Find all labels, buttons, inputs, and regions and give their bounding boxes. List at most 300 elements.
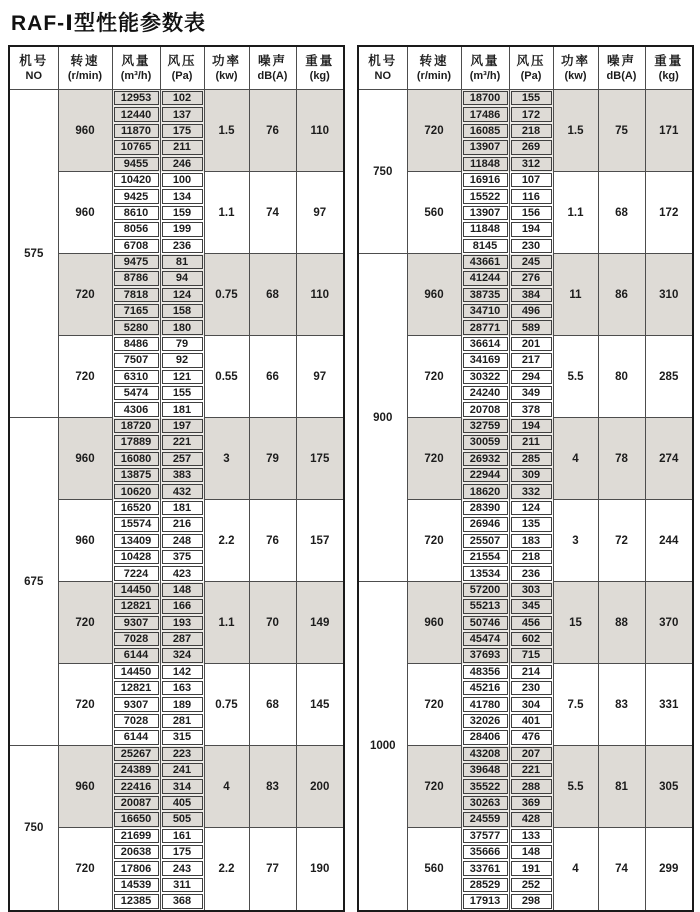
pressure-cell — [160, 139, 204, 155]
header-flow-unit: (m³/h) — [120, 69, 152, 82]
pressure-cell — [509, 696, 553, 712]
pressure-cell — [160, 778, 204, 794]
pressure-value: 124 — [511, 501, 552, 515]
flow-cell — [112, 287, 160, 303]
pressure-value: 589 — [511, 320, 552, 334]
pressure-value: 79 — [162, 337, 203, 351]
flow-cell — [112, 221, 160, 237]
header-weight-label: 重量 — [654, 53, 684, 68]
pressure-value: 236 — [511, 566, 552, 580]
pressure-value: 155 — [162, 386, 203, 400]
pressure-value: 236 — [162, 239, 203, 253]
pressure-value: 166 — [162, 599, 203, 613]
flow-value: 24240 — [463, 386, 508, 400]
flow-cell — [112, 90, 160, 107]
flow-cell — [112, 844, 160, 860]
pressure-cell — [160, 746, 204, 762]
noise-cell: 70 — [249, 582, 296, 664]
table-row — [358, 90, 693, 107]
pressure-cell — [160, 647, 204, 663]
header-pressure — [509, 46, 553, 90]
weight-cell: 110 — [296, 90, 344, 172]
pressure-value: 369 — [511, 796, 552, 810]
flow-cell — [461, 287, 509, 303]
flow-value: 24389 — [114, 763, 159, 777]
speed-cell: 960 — [58, 90, 112, 172]
noise-cell: 66 — [249, 336, 296, 418]
flow-cell — [112, 352, 160, 368]
pressure-cell — [160, 696, 204, 712]
weight-cell: 310 — [645, 254, 693, 336]
table-row — [9, 254, 344, 270]
flow-value: 39648 — [463, 763, 508, 777]
flow-cell — [112, 188, 160, 204]
flow-cell — [461, 352, 509, 368]
header-no-label: 机号 — [368, 53, 398, 68]
pressure-cell — [160, 483, 204, 499]
flow-cell — [112, 270, 160, 286]
pressure-value: 248 — [162, 534, 203, 548]
flow-cell — [112, 582, 160, 598]
pressure-cell — [509, 123, 553, 139]
weight-cell: 244 — [645, 500, 693, 582]
header-speed-unit: (r/min) — [67, 69, 103, 82]
power-cell: 5.5 — [553, 746, 598, 828]
pressure-cell — [160, 713, 204, 729]
header-weight-unit: (kg) — [309, 69, 330, 82]
header-weight-label: 重量 — [305, 53, 335, 68]
noise-cell: 68 — [249, 254, 296, 336]
flow-cell — [461, 778, 509, 794]
pressure-value: 368 — [162, 894, 203, 908]
flow-cell — [461, 205, 509, 221]
pressure-value: 312 — [511, 157, 552, 171]
header-flow-unit: (m³/h) — [469, 69, 501, 82]
power-cell: 11 — [553, 254, 598, 336]
pressure-value: 216 — [162, 517, 203, 531]
power-cell: 4 — [553, 418, 598, 500]
pressure-cell — [509, 500, 553, 516]
table-row — [358, 828, 693, 844]
pressure-value: 315 — [162, 730, 203, 744]
flow-value: 30059 — [463, 435, 508, 449]
pressure-cell — [509, 549, 553, 565]
flow-cell — [461, 139, 509, 155]
pressure-cell — [509, 533, 553, 549]
power-cell: 2.2 — [204, 500, 249, 582]
flow-cell — [112, 418, 160, 434]
noise-cell: 83 — [598, 664, 645, 746]
pressure-cell — [160, 385, 204, 401]
pressure-value: 456 — [511, 616, 552, 630]
flow-value: 16520 — [114, 501, 159, 515]
flow-value: 22944 — [463, 468, 508, 482]
weight-cell: 97 — [296, 172, 344, 254]
pressure-cell — [160, 549, 204, 565]
header-speed-label: 转速 — [70, 53, 100, 68]
flow-value: 12385 — [114, 894, 159, 908]
page-title: RAF-Ⅰ型性能参数表 — [11, 12, 206, 35]
speed-cell: 960 — [407, 582, 461, 664]
speed-cell: 960 — [58, 418, 112, 500]
noise-cell: 75 — [598, 90, 645, 172]
flow-value: 12821 — [114, 681, 159, 695]
flow-value: 21699 — [114, 829, 159, 843]
header-speed-unit: (r/min) — [416, 69, 452, 82]
flow-cell — [461, 729, 509, 745]
pressure-cell — [160, 615, 204, 631]
pressure-cell — [160, 418, 204, 434]
table-row — [9, 746, 344, 762]
pressure-cell — [509, 401, 553, 417]
table-row — [9, 828, 344, 844]
flow-value: 10428 — [114, 550, 159, 564]
flow-cell — [112, 713, 160, 729]
flow-cell — [461, 893, 509, 910]
pressure-value: 401 — [511, 714, 552, 728]
pressure-value: 428 — [511, 812, 552, 826]
flow-cell — [461, 664, 509, 680]
table-row — [9, 90, 344, 107]
pressure-cell — [160, 287, 204, 303]
pressure-value: 285 — [511, 452, 552, 466]
flow-value: 8056 — [114, 222, 159, 236]
machine-no-cell: 750 — [9, 746, 58, 911]
pressure-cell — [160, 533, 204, 549]
flow-cell — [112, 795, 160, 811]
flow-value: 7224 — [114, 566, 159, 580]
flow-value: 7507 — [114, 353, 159, 367]
pressure-cell — [509, 762, 553, 778]
flow-value: 17486 — [463, 107, 508, 121]
flow-value: 17889 — [114, 435, 159, 449]
weight-cell: 172 — [645, 172, 693, 254]
flow-cell — [461, 434, 509, 450]
pressure-value: 181 — [162, 501, 203, 515]
noise-cell: 86 — [598, 254, 645, 336]
flow-value: 5474 — [114, 386, 159, 400]
pressure-value: 163 — [162, 681, 203, 695]
pressure-value: 201 — [511, 337, 552, 351]
header-noise-label: 噪声 — [257, 53, 287, 68]
pressure-cell — [509, 664, 553, 680]
pressure-cell — [160, 565, 204, 581]
speed-cell: 720 — [407, 500, 461, 582]
flow-value: 11848 — [463, 222, 508, 236]
flow-value: 10765 — [114, 140, 159, 154]
pressure-value: 211 — [162, 140, 203, 154]
header-noise-label: 噪声 — [606, 53, 636, 68]
pressure-value: 92 — [162, 353, 203, 367]
flow-cell — [461, 172, 509, 188]
pressure-cell — [160, 631, 204, 647]
pressure-value: 505 — [162, 812, 203, 826]
flow-value: 26932 — [463, 452, 508, 466]
flow-cell — [461, 270, 509, 286]
speed-cell: 960 — [58, 500, 112, 582]
flow-value: 7028 — [114, 714, 159, 728]
flow-cell — [461, 549, 509, 565]
flow-cell — [461, 811, 509, 827]
flow-value: 16916 — [463, 173, 508, 187]
flow-cell — [461, 401, 509, 417]
pressure-cell — [509, 582, 553, 598]
header-speed — [407, 46, 461, 90]
weight-cell: 145 — [296, 664, 344, 746]
flow-cell — [461, 90, 509, 107]
flow-cell — [112, 205, 160, 221]
pressure-value: 193 — [162, 616, 203, 630]
pressure-cell — [509, 844, 553, 860]
pressure-cell — [509, 615, 553, 631]
pressure-cell — [160, 221, 204, 237]
pressure-cell — [160, 106, 204, 122]
pressure-cell — [509, 319, 553, 335]
flow-cell — [461, 369, 509, 385]
header-flow-label: 风量 — [121, 53, 151, 68]
flow-value: 22416 — [114, 779, 159, 793]
pressure-cell — [509, 746, 553, 762]
pressure-cell — [160, 451, 204, 467]
pressure-cell — [160, 844, 204, 860]
flow-value: 24559 — [463, 812, 508, 826]
flow-value: 18720 — [114, 419, 159, 433]
weight-cell: 171 — [645, 90, 693, 172]
flow-value: 10420 — [114, 173, 159, 187]
flow-value: 55213 — [463, 599, 508, 613]
pressure-value: 349 — [511, 386, 552, 400]
table-row — [358, 582, 693, 598]
pressure-cell — [509, 828, 553, 844]
power-cell: 1.1 — [204, 582, 249, 664]
pressure-value: 345 — [511, 599, 552, 613]
speed-cell: 720 — [58, 582, 112, 664]
pressure-cell — [160, 811, 204, 827]
pressure-cell — [160, 336, 204, 352]
pressure-cell — [160, 369, 204, 385]
power-cell: 4 — [553, 828, 598, 911]
flow-value: 11848 — [463, 157, 508, 171]
table-header — [358, 46, 693, 90]
speed-cell: 720 — [407, 336, 461, 418]
header-no — [358, 46, 407, 90]
speed-cell: 560 — [407, 828, 461, 911]
flow-value: 37693 — [463, 648, 508, 662]
flow-cell — [461, 254, 509, 270]
table-row — [358, 336, 693, 352]
pressure-value: 214 — [511, 665, 552, 679]
flow-cell — [112, 631, 160, 647]
flow-cell — [112, 467, 160, 483]
pressure-cell — [160, 319, 204, 335]
flow-cell — [112, 336, 160, 352]
pressure-value: 148 — [162, 583, 203, 597]
header-noise-unit: dB(A) — [606, 69, 637, 82]
flow-cell — [112, 106, 160, 122]
flow-value: 6708 — [114, 239, 159, 253]
flow-value: 35522 — [463, 779, 508, 793]
pressure-cell — [160, 795, 204, 811]
flow-value: 13409 — [114, 534, 159, 548]
pressure-cell — [509, 205, 553, 221]
flow-cell — [112, 615, 160, 631]
weight-cell: 285 — [645, 336, 693, 418]
table-row — [9, 664, 344, 680]
flow-cell — [112, 254, 160, 270]
flow-cell — [112, 483, 160, 499]
flow-cell — [461, 565, 509, 581]
pressure-cell — [509, 156, 553, 172]
flow-value: 28406 — [463, 730, 508, 744]
power-cell: 4 — [204, 746, 249, 828]
noise-cell: 74 — [598, 828, 645, 911]
flow-value: 45474 — [463, 632, 508, 646]
power-cell: 3 — [204, 418, 249, 500]
pressure-value: 137 — [162, 107, 203, 121]
flow-value: 6144 — [114, 730, 159, 744]
pressure-cell — [509, 287, 553, 303]
pressure-cell — [509, 877, 553, 893]
header-noise-unit: dB(A) — [257, 69, 288, 82]
pressure-cell — [160, 188, 204, 204]
pressure-value: 94 — [162, 271, 203, 285]
pressure-value: 281 — [162, 714, 203, 728]
pressure-cell — [509, 811, 553, 827]
flow-value: 14450 — [114, 583, 159, 597]
pressure-value: 135 — [511, 517, 552, 531]
pressure-cell — [509, 106, 553, 122]
flow-value: 30322 — [463, 370, 508, 384]
pressure-value: 276 — [511, 271, 552, 285]
pressure-cell — [160, 303, 204, 319]
flow-value: 9425 — [114, 189, 159, 203]
machine-no-cell: 1000 — [358, 582, 407, 911]
pressure-value: 246 — [162, 157, 203, 171]
pressure-value: 476 — [511, 730, 552, 744]
pressure-value: 252 — [511, 878, 552, 892]
pressure-cell — [160, 172, 204, 188]
header-weight — [645, 46, 693, 90]
noise-cell: 74 — [249, 172, 296, 254]
power-cell: 7.5 — [553, 664, 598, 746]
pressure-value: 116 — [511, 189, 552, 203]
flow-value: 17913 — [463, 894, 508, 908]
pressure-cell — [160, 238, 204, 254]
noise-cell: 81 — [598, 746, 645, 828]
pressure-value: 221 — [511, 763, 552, 777]
flow-value: 13875 — [114, 468, 159, 482]
pressure-value: 133 — [511, 829, 552, 843]
flow-cell — [112, 664, 160, 680]
pressure-cell — [160, 254, 204, 270]
flow-cell — [461, 680, 509, 696]
flow-cell — [461, 533, 509, 549]
flow-cell — [461, 696, 509, 712]
pressure-cell — [509, 90, 553, 107]
pressure-value: 191 — [511, 861, 552, 875]
flow-cell — [461, 713, 509, 729]
flow-cell — [461, 156, 509, 172]
flow-value: 17806 — [114, 861, 159, 875]
weight-cell: 110 — [296, 254, 344, 336]
table-row — [358, 500, 693, 516]
power-cell: 1.5 — [204, 90, 249, 172]
pressure-cell — [509, 254, 553, 270]
pressure-cell — [160, 205, 204, 221]
table-row — [9, 582, 344, 598]
pressure-cell — [160, 352, 204, 368]
pressure-cell — [509, 713, 553, 729]
table-row — [9, 172, 344, 188]
noise-cell: 79 — [249, 418, 296, 500]
pressure-value: 241 — [162, 763, 203, 777]
flow-cell — [461, 467, 509, 483]
pressure-value: 194 — [511, 419, 552, 433]
pressure-cell — [509, 336, 553, 352]
pressure-value: 155 — [511, 91, 552, 105]
pressure-value: 269 — [511, 140, 552, 154]
pressure-cell — [160, 467, 204, 483]
speed-cell: 720 — [58, 336, 112, 418]
flow-cell — [461, 828, 509, 844]
weight-cell: 370 — [645, 582, 693, 664]
pressure-value: 218 — [511, 124, 552, 138]
machine-no-cell: 900 — [358, 254, 407, 582]
pressure-cell — [509, 729, 553, 745]
pressure-cell — [509, 893, 553, 910]
pressure-value: 423 — [162, 566, 203, 580]
header-pressure-label: 风压 — [167, 53, 197, 68]
pressure-value: 375 — [162, 550, 203, 564]
pressure-value: 257 — [162, 452, 203, 466]
flow-cell — [112, 811, 160, 827]
pressure-value: 314 — [162, 779, 203, 793]
flow-value: 41244 — [463, 271, 508, 285]
pressure-value: 175 — [162, 124, 203, 138]
pressure-value: 405 — [162, 796, 203, 810]
table-row — [358, 254, 693, 270]
pressure-value: 715 — [511, 648, 552, 662]
flow-cell — [461, 844, 509, 860]
flow-cell — [461, 483, 509, 499]
flow-value: 32759 — [463, 419, 508, 433]
flow-cell — [461, 123, 509, 139]
pressure-cell — [509, 647, 553, 663]
pressure-value: 142 — [162, 665, 203, 679]
table-body — [9, 90, 344, 911]
power-cell: 0.75 — [204, 254, 249, 336]
pressure-cell — [160, 893, 204, 910]
noise-cell: 72 — [598, 500, 645, 582]
flow-cell — [112, 828, 160, 844]
flow-value: 8145 — [463, 239, 508, 253]
flow-cell — [112, 319, 160, 335]
flow-cell — [112, 762, 160, 778]
flow-cell — [112, 877, 160, 893]
pressure-cell — [509, 270, 553, 286]
machine-no-cell: 750 — [358, 90, 407, 254]
table-row — [9, 336, 344, 352]
weight-cell: 97 — [296, 336, 344, 418]
pressure-cell — [160, 123, 204, 139]
flow-cell — [112, 123, 160, 139]
pressure-value: 332 — [511, 484, 552, 498]
flow-cell — [112, 139, 160, 155]
header-no-unit: NO — [374, 69, 391, 82]
power-cell: 3 — [553, 500, 598, 582]
noise-cell: 83 — [249, 746, 296, 828]
speed-cell: 960 — [407, 254, 461, 336]
